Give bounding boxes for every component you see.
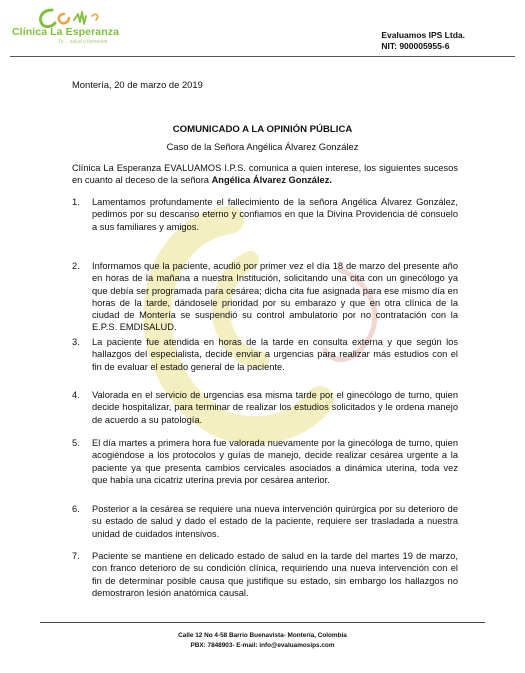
intro-patient-name: Angélica Álvarez González.	[211, 175, 332, 186]
clinic-logo	[12, 6, 152, 50]
intro-text: Clínica La Esperanza EVALUAMOS I.P.S. comunica a quien interese, los siguientes sucesos en cuanto al deceso de la señora	[72, 163, 458, 186]
document-subtitle: Caso de la Señora Angélica Álvarez González	[166, 141, 359, 152]
intro-paragraph	[72, 162, 458, 186]
footer-address: Calle 12 No 4-58 Barrio Buenavista- Montería, Colombia	[178, 632, 347, 639]
list-item-text: Informamos que la paciente, acudió por primer vez el día 18 de marzo del presente año en horas de la mañana a nuestra Institución, solicitando una cita con un ginecólogo ya que debía ser programada para cesárea; dicha cita fue asignada para ese mismo día en horas de la tarde, dándosele prioridad por su embarazo y que en otra clínica de la ciudad de Montería se suspendió su control ambulatorio por no contratación con la E.P.S. EMDISALUD.	[92, 261, 458, 333]
list-item-number: 7.	[72, 551, 80, 561]
company-info	[381, 30, 465, 52]
list-item-number: 6.	[72, 504, 80, 514]
list-item-text: Paciente se mantiene en delicado estado de salud en la tarde del martes 19 de marzo, con franco deterioro de su condición clínica, requiriendo una nueva intervención con el fin de determinar posible causa que justifique su estado, sin embargo los hallazgos no demostraron lesión anatómica causal.	[92, 551, 458, 598]
company-nit: NIT: 900005955-6	[381, 41, 450, 51]
list-item-text: Valorada en el servicio de urgencias esa misma tarde por el ginecólogo de turno, quien decide hospitalizar, para terminar de realizar los estudios solicitados y le ordena manejo de acuerdo a su patología.	[92, 390, 458, 425]
document-title: COMUNICADO A LA OPINIÓN PÚBLICA	[172, 124, 353, 135]
company-name: Evaluamos IPS Ltda.	[381, 30, 465, 40]
header-divider	[10, 56, 515, 57]
list-item-text: El día martes a primera hora fue valorada nuevamente por la ginecóloga de turno, quien acogiéndose a los protocolos y guías de manejo, decide realizar cesárea urgente a la paciente ya que presenta cambios cervicales asociados a dinámica uterina, toda vez que había una cicatriz uterina previa por cesárea anterior.	[92, 438, 458, 485]
logo-tagline: Te… salud y bienestar	[58, 39, 108, 45]
list-item-number: 1.	[72, 197, 80, 207]
list-item-number: 3.	[72, 337, 80, 347]
list-item-number: 2.	[72, 261, 80, 271]
list-item-text: Lamentamos profundamente el fallecimiento de la señora Angélica Álvarez González, pedimos por su descanso eterno y confiamos en que la Divina Providencia dé consuelo a sus familiares y amigos.	[92, 197, 458, 232]
list-item-number: 4.	[72, 390, 80, 400]
list-item-number: 5.	[72, 438, 80, 448]
document-date: Montería, 20 de marzo de 2019	[72, 79, 203, 90]
logo-name: Clínica La Esperanza	[12, 26, 120, 38]
footer-contact: PBX: 7848903- E-mail: info@evaluamosips.com	[190, 642, 335, 649]
list-item-text: Posterior a la cesárea se requiere una nueva intervención quirúrgica por su deterioro de su estado de salud y dado el estado de la paciente, requiere ser trasladada a nuestra unidad de cuidados intensivos.	[92, 504, 458, 539]
list-item-text: La paciente fue atendida en horas de la tarde en consulta externa y que según los hallazgos del especialista, decide enviar a urgencias para realizar más estudios con el fin de evaluar el estado general de la paciente.	[92, 337, 458, 372]
footer-divider	[40, 622, 485, 623]
